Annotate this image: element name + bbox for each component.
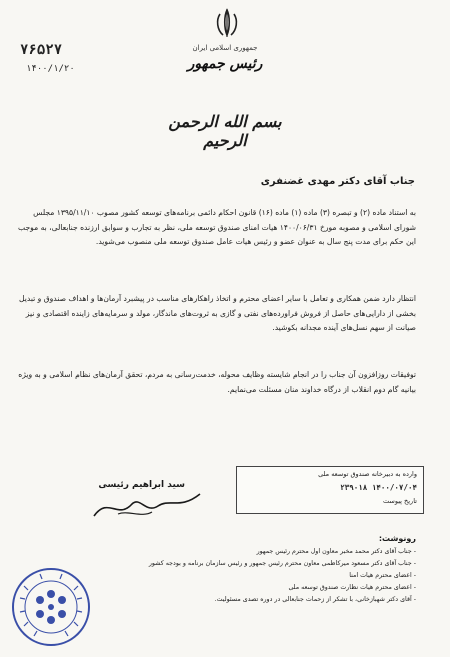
cc-item: - اعضای محترم هیات امنا [349,572,416,579]
incoming-stamp [236,466,424,514]
fund-seal-icon [10,566,92,648]
header-office: رئیس جمهور [187,56,263,72]
letter-date: ۱۴۰۰/۱/۲۰ [26,64,75,74]
stamp-date-attachment: تاریخ پیوست [383,497,417,505]
cc-item: - جناب آقای دکتر محمد مخبر معاون اول محترم رئیس جمهور [256,548,416,555]
cc-item: - جناب آقای دکتر مسعود میرکاظمی معاون محترم رئیس جمهور و رئیس سازمان برنامه و بودجه کشور [148,560,416,567]
cc-item: - آقای دکتر شهبازخانی، با تشکر از زحمات جنابعالی در دوره تصدی مسئولیت. [214,596,416,603]
basmala: بسم الله الرحمن الرحیم [168,112,282,150]
header-country: جمهوری اسلامی ایران [192,44,258,52]
stamp-office: وارده به دبیرخانه صندوق توسعه ملی [318,470,417,478]
cc-title: رونوشت: [378,534,416,543]
cc-item: - اعضای محترم هیات نظارت صندوق توسعه ملی [288,584,416,591]
addressee: جناب آقای دکتر مهدی غضنفری [260,176,415,187]
signature [88,486,208,526]
iran-emblem-icon [214,8,240,38]
paragraph-appointment: به استناد ماده (۲) و تبصره (۳) ماده (۱) ماده (۱۶) قانون احکام دائمی برنامه‌های توسعه کشور مصوب ۱۳۹۵/۱۱/۱۰ مجلس شورای اسلامی و مصوبه مورخ ۱۴۰۰/۰۶/۳۱ هیات امنای صندوق توسعه ملی، نظر به تجارب و سوابق ارزنده جنابعالی، به موجب این حکم برای مدت پنج سال به عنوان عضو و رئیس هیات عامل صندوق توسعه ملی منصوب می‌شوید. [18,208,416,246]
paragraph-expectations: انتظار دارد ضمن همکاری و تعامل با سایر اعضای محترم و اتخاذ راهکارهای مناسب در پیشبرد آرمان‌ها و اهداف صندوق و تبدیل بخشی از دارایی‌های حاصل از فروش فراورده‌های نفتی و گازی به ثروت‌های ماندگار، مولد و سرمایه‌های زاینده اقتصادی و نیز صیانت از سهم نسل‌های آینده مجدانه بکوشید. [18,294,416,332]
letter-number: ۷۶۵۲۷ [20,42,63,58]
stamp-number: ۱۴۰۰/۰۷/۰۴ ۲۳۹۰۱۸ [340,483,417,492]
paragraph-wishes: توفیقات روزافزون آن جناب را در انجام شایسته وظایف محوله، خدمت‌رسانی به مردم، تحقق آرمان‌های نظام اسلامی و به ویژه بیانیه گام دوم انقلاب از درگاه خداوند منان مسئلت می‌نمایم. [18,370,416,394]
signer-name: سید ابراهیم رئیسی [98,480,185,490]
